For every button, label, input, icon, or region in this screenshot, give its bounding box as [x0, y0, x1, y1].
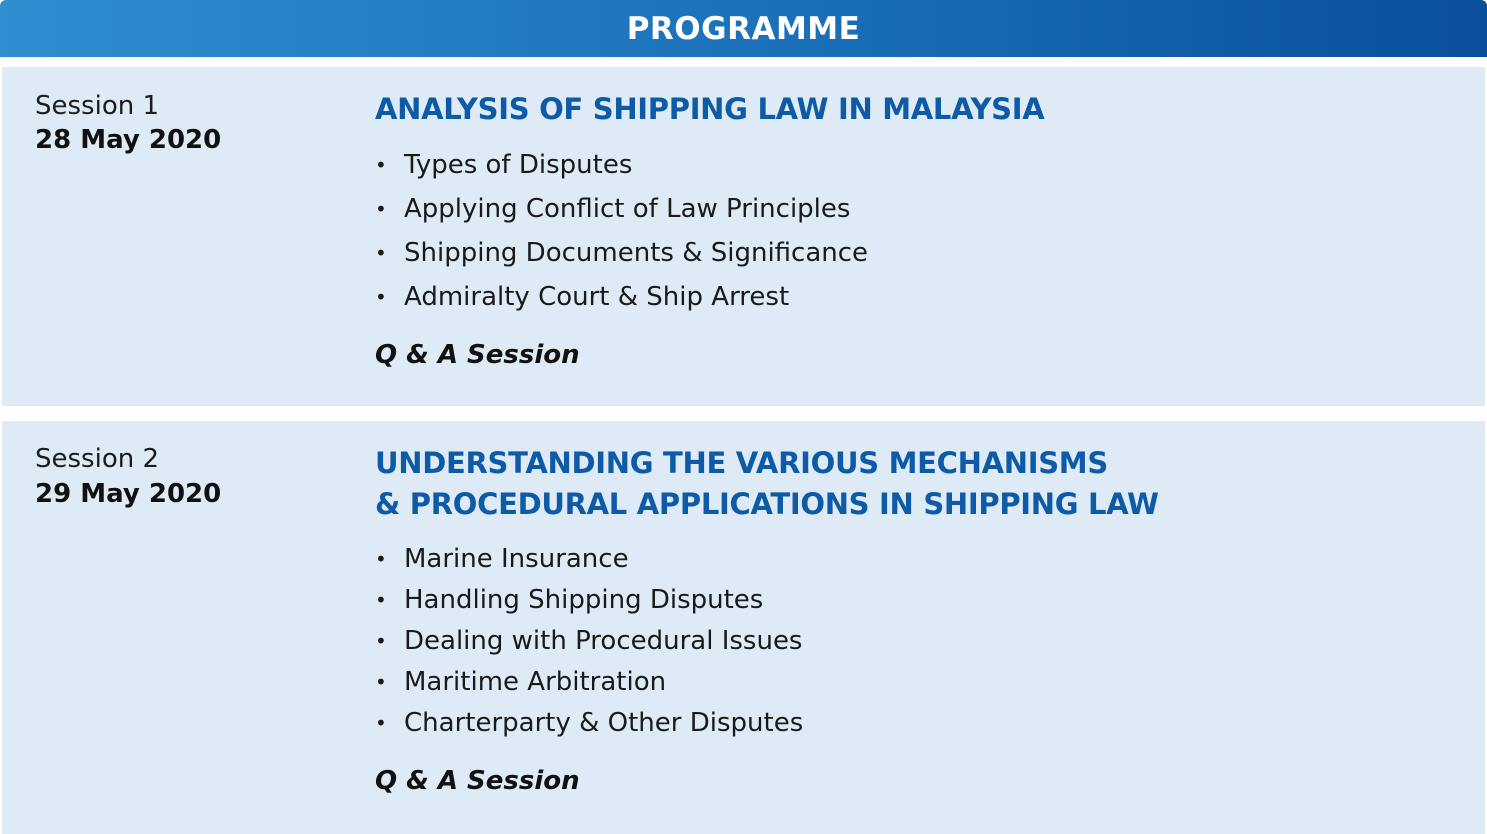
list-item [375, 702, 803, 743]
session-title [375, 443, 1159, 525]
bullet-icon: • [375, 285, 387, 309]
topic-label: Types of Disputes [404, 150, 633, 180]
bullet-icon: • [375, 153, 387, 177]
bullet-icon: • [375, 197, 387, 221]
topic-label: Handling Shipping Disputes [404, 584, 764, 615]
list-item [375, 187, 868, 231]
session-2-panel [2, 421, 1485, 834]
topic-list [375, 143, 868, 319]
topic-label: Marine Insurance [404, 543, 629, 574]
topic-label: Maritime Arbitration [404, 666, 667, 697]
qa-session-label: Q & A Session [375, 340, 580, 370]
bullet-icon: • [375, 587, 387, 612]
session-title-line: ANALYSIS OF SHIPPING LAW IN MALAYSIA [375, 92, 1045, 126]
session-label: Session 2 [35, 444, 160, 474]
list-item [375, 143, 868, 187]
session-date: 28 May 2020 [35, 125, 222, 155]
programme-header [0, 0, 1487, 57]
session-date: 29 May 2020 [35, 479, 222, 509]
topic-label: Shipping Documents & Significance [404, 238, 869, 268]
session-1-panel [2, 67, 1485, 406]
topic-list [375, 538, 803, 743]
topic-label: Applying Conflict of Law Principles [404, 194, 851, 224]
bullet-icon: • [375, 628, 387, 653]
programme-title: PROGRAMME [626, 10, 861, 47]
session-title-line: & PROCEDURAL APPLICATIONS IN SHIPPING LAW [375, 487, 1159, 521]
list-item [375, 661, 803, 702]
bullet-icon: • [375, 241, 387, 265]
topic-label: Admiralty Court & Ship Arrest [404, 282, 790, 312]
session-title-line: UNDERSTANDING THE VARIOUS MECHANISMS [375, 446, 1108, 480]
qa-session-label: Q & A Session [375, 766, 580, 796]
topic-label: Charterparty & Other Disputes [404, 707, 804, 738]
bullet-icon: • [375, 710, 387, 735]
session-title [375, 89, 1044, 130]
list-item [375, 231, 868, 275]
bullet-icon: • [375, 669, 387, 694]
list-item [375, 620, 803, 661]
topic-label: Dealing with Procedural Issues [404, 625, 803, 656]
session-label: Session 1 [35, 91, 160, 121]
bullet-icon: • [375, 546, 387, 571]
list-item [375, 579, 803, 620]
list-item [375, 538, 803, 579]
list-item [375, 275, 868, 319]
